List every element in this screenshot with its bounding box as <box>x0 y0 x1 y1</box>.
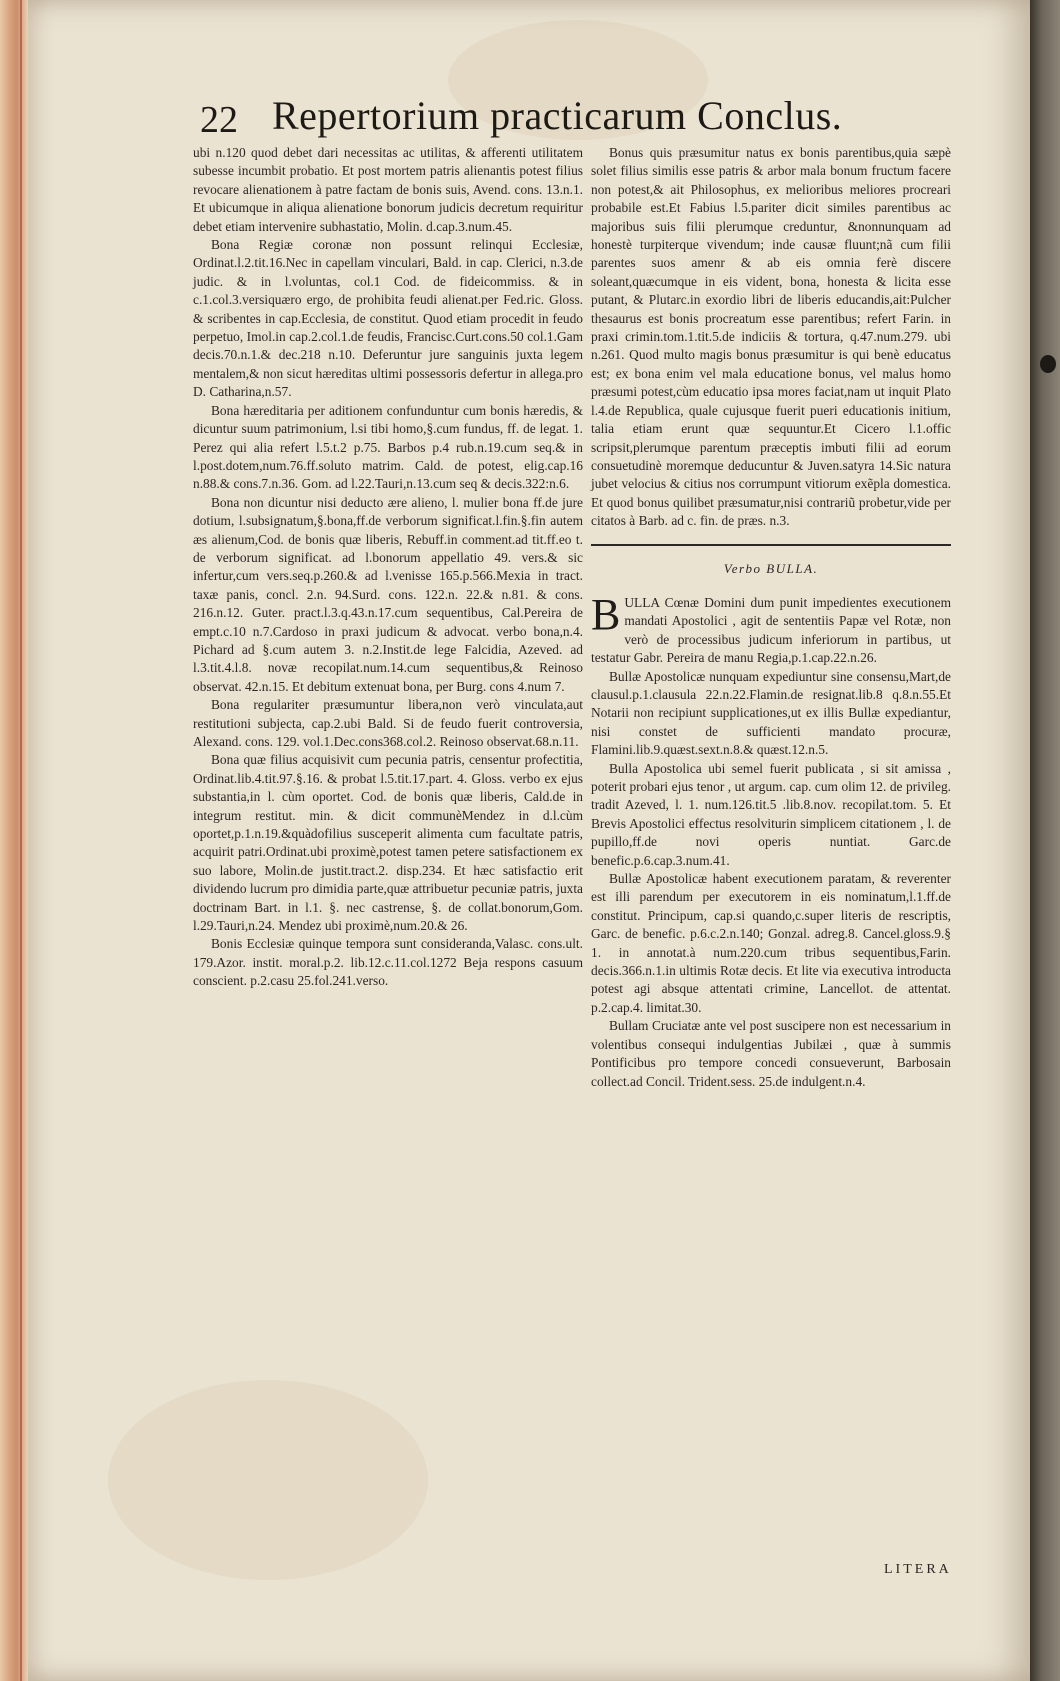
paper-stain <box>108 1380 428 1580</box>
catchword: LITERA <box>884 1562 952 1577</box>
paragraph: Bona Regiæ coronæ non possunt relinqui Ecclesiæ, Ordinat.l.2.tit.16.Nec in capellam vinculari, Bald. in cap. Clerici, n.3.de judic. & in l.voluntas, col.1 Cod. de fideicommiss. & in c.1.col.3.versiquæro ergo, de prohibita feudi alienat.per Fed.ric. Gloss. & scribentes in cap.Ecclesia, de constitut. Quod etiam procedit in feudo perpetuo, Imol.in cap.2.col.1.de feudis, Francisc.Curt.cons.50 col.1.Gam decis.70.n.1.& dec.218 n.10. Deferuntur jure sanguinis juxta legem mentalem,& non sicut hæreditas ultimi possessoris defertur in allega.pro D. Catharina,n.57. <box>193 237 583 400</box>
section-divider <box>591 544 951 546</box>
adjacent-page-edge <box>1030 0 1060 1681</box>
paragraph-with-dropcap <box>591 589 951 668</box>
page-hole <box>1040 355 1056 373</box>
paragraph: Bona non dicuntur nisi deducto ære alieno, l. mulier bona ff.de jure dotium, l.subsignatum,§.bona,ff.de verborum significat.l.fin.§.fin autem æs alienum,Cod. de bonis quæ liberis, Rebuff.in comment.ad tit.ff.eo t. de verborum significat. ad l.bonorum appellatio 49. vers.& sic infertur,cum vers.seq.p.260.& ad l.venisse 165.p.566.Mexia in tract. taxæ panis, concl. 2.n. 94.Surd. cons. 122.n. 22.& n.81. & cons. 216.n.12. Guter. pract.l.3.q.43.n.17.cum sequentibus, Cal.Pereira de empt.c.10 n.7.Cardoso in praxi judicum & advocat. verbo bona,n.4. Pichard ad §.cum autem 3. n.2.Instit.de lege Falcidia, Azeved. ad l.3.tit.4.l.8. novæ recopilat.num.14.cum sequentibus,& Reinoso observat. 42.n.15. Et debitum extenuat bona, per Burg. cons 4.num 7. <box>193 494 583 694</box>
paragraph: Bona regulariter præsumuntur libera,non verò vinculata,aut restitutioni subjecta, cap.2.ubi Bald. Si de feudo fuerit controversia, Alexand. cons. 129. vol.1.Dec.cons368.col.2. Reinoso observat.68.n.11. <box>193 697 583 749</box>
paragraph: Bullæ Apostolicæ habent executionem paratam, & reverenter est illi parendum per executorem in eis nominatum,l.1.ff.de constitut. Principum, cap.si quando,c.super literis de rescriptis, Garc. de benefic. p.6.c.2.n.140; Gonzal. adreg.8. Cancel.gloss.9.§ 1. in annotat.à num.220.cum tribus sequentibus,Farin. decis.366.n.1.in ultimis Rotæ decis. Et lite via executiva introducta potest agi absque attentati crimine, Lancellot. de attentat. p.2.cap.4. limitat.30. <box>591 871 951 1015</box>
book-binding-edge <box>0 0 28 1681</box>
right-column <box>591 144 951 1091</box>
left-column <box>193 144 583 991</box>
paragraph-text: ULLA Cœnæ Domini dum punit impedientes executionem mandati Apostolici , agit de sententiis Papæ vel Rotæ, non verò de processibus judicum inferiorum in partibus, ut testatur Gabr. Pereira de manu Regia,p.1.cap.22.n.26. <box>591 594 951 666</box>
running-head <box>170 93 910 148</box>
paragraph: Bona hæreditaria per aditionem confunduntur cum bonis hæredis, & dicuntur suum patrimonium, l.si tibi homo,§.cum fundus, ff. de legat. 1. Perez qui alia refert l.5.t.2 p.75. Barbos p.4 rub.n.19.cum seq.& in l.post.dotem,num.76.ff.soluto matrim. Cald. de potest, elig.cap.16 n.88.& cons.7.n.36. Gom. ad l.22.Tauri,n.13.cum seq & decis.322:n.6. <box>193 402 583 492</box>
page-number: 22 <box>200 99 238 141</box>
paragraph: Bona quæ filius acquisivit cum pecunia patris, censentur profectitia, Ordinat.lib.4.tit.97.§.16. & probat l.5.tit.17.part. 4. Gloss. verbo ex ejus substantia,in l. cùm oportet. Cod. de bonis quæ liberis, Cald.de in integrum restitut. min. & dicit communèMendez in d.l.cùm oportet,p.1.n.19.&quàdofilius susceperit alimenta cum facultate patris, acquirit patri.Ordinat.ubi proximè,potest tamen petere satisfactionem ex suo labore, Molin.de justit.tract.2. disp.234. Et hæc satisfactio erit dividendo lucrum pro dimidia parte,quæ attribuetur pecuniæ patris, juxta doctrinam Bart. in l.1. §. nec castrense, §. de collat.bonorum,Gom. l.29.Tauri,n.24. Mendez ubi proximè,num.20.& 26. <box>193 752 583 934</box>
paragraph: Bonis Ecclesiæ quinque tempora sunt consideranda,Valasc. cons.ult. 179.Azor. instit. moral.p.2. lib.12.c.11.col.1272 Beja respons casuum conscient. p.2.casu 25.fol.241.verso. <box>193 936 583 989</box>
running-title: Repertorium practicarum Conclus. <box>272 93 843 138</box>
drop-capital: B <box>591 589 621 639</box>
section-heading: Verbo BULLA. <box>723 560 819 576</box>
paragraph: Bulla Apostolica ubi semel fuerit publicata , si sit amissa , poterit probari ejus tenor , ut argum. cap. cum olim 12. de privileg. tradit Azeved, l. 1. num.126.tit.5 .lib.8.nov. recopilat.tom. 5. Et Brevis Apostolici effectus resolviturin simplicem citationem , l. de pupillo,ff.de novi operis nuntiat. Garc.de benefic.p.6.cap.3.num.41. <box>591 760 951 868</box>
paragraph: Bullam Cruciatæ ante vel post suscipere non est necessarium in volentibus consequi indulgentias Jubilæi , quæ à summis Pontificibus pro tempore concedi consueverunt, Barbosain collect.ad Concil. Trident.sess. 25.de indulgent.n.4. <box>591 1018 951 1089</box>
paragraph: ubi n.120 quod debet dari necessitas ac utilitas, & afferenti utilitatem subesse incumbit probatio. Et post mortem patris alienantis potest filius revocare alienationem à patre factam de bonis suis, Avend. cons. 13.n.1. Et ubicumque in aliqua alienatione bonorum judicis decretum requiritur debet etiam intervenire subhastatio, Molin. d.cap.3.num.45. <box>193 145 583 234</box>
paragraph: Bullæ Apostolicæ nunquam expediuntur sine consensu,Mart,de clausul.p.1.clausula 22.n.22.Flamin.de resignat.lib.8 q.8.n.55.Et Notarii non recipiunt supplicationes,ut ex illis Bullæ expediantur, nisi constet de sufficienti mandato procuræ, Flamini.lib.9.quæst.sext.n.8.& quæst.12.n.5. <box>591 668 951 758</box>
paragraph: Bonus quis præsumitur natus ex bonis parentibus,quia sæpè solet filius similis esse patris & arbor mala bonum fructum facere non potest,& ait Philosophus, ex melioribus meliores procreari probabile est.Et Fabius l.5.pariter dicit similes parentibus ac majoribus suis filii plerumque creduntur, &nonnunquam ad honestè turpiterque vivendum; inde causæ fluunt;nã cum filii parentes suos amenr & ab eis omnia ferè discere soleant,quæcumque in eis vident, bona, honesta & licita esse putant, & Plutarc.in exordio libri de liberis educandis,ait:Pulcher thesaurus est bonis procreatum esse parentibus; refert Farin. in praxi crimin.tom.1.tit.5.de indiciis & tortura, q.47.num.279. ubi n.261. Quod multo magis bonus præsumitur is qui benè educatus est; ex bona enim vel mala educatione bonus, vel malus homo præsumi potest,cùm educatio ipsa mores faciat,nam ut inquit Plato l.4.de Republica, quale cujusque fuerit pueri educationis initium, talia etiam erunt quæ sequuntur.Et Cicero l.1.offic scripsit,plerumque parentum præceptis imbuti filii ad eorum consuetudinè moremque deducuntur & Juven.satyra 14.Sic natura jubet velocius & citius nos corrumpunt vitiorum exẽpla domestica. Et quod bonus quilibet præsumatur,nisi contrariũ probetur,vide per citatos à Barb. ad c. fin. de præs. n.3. <box>591 145 951 529</box>
